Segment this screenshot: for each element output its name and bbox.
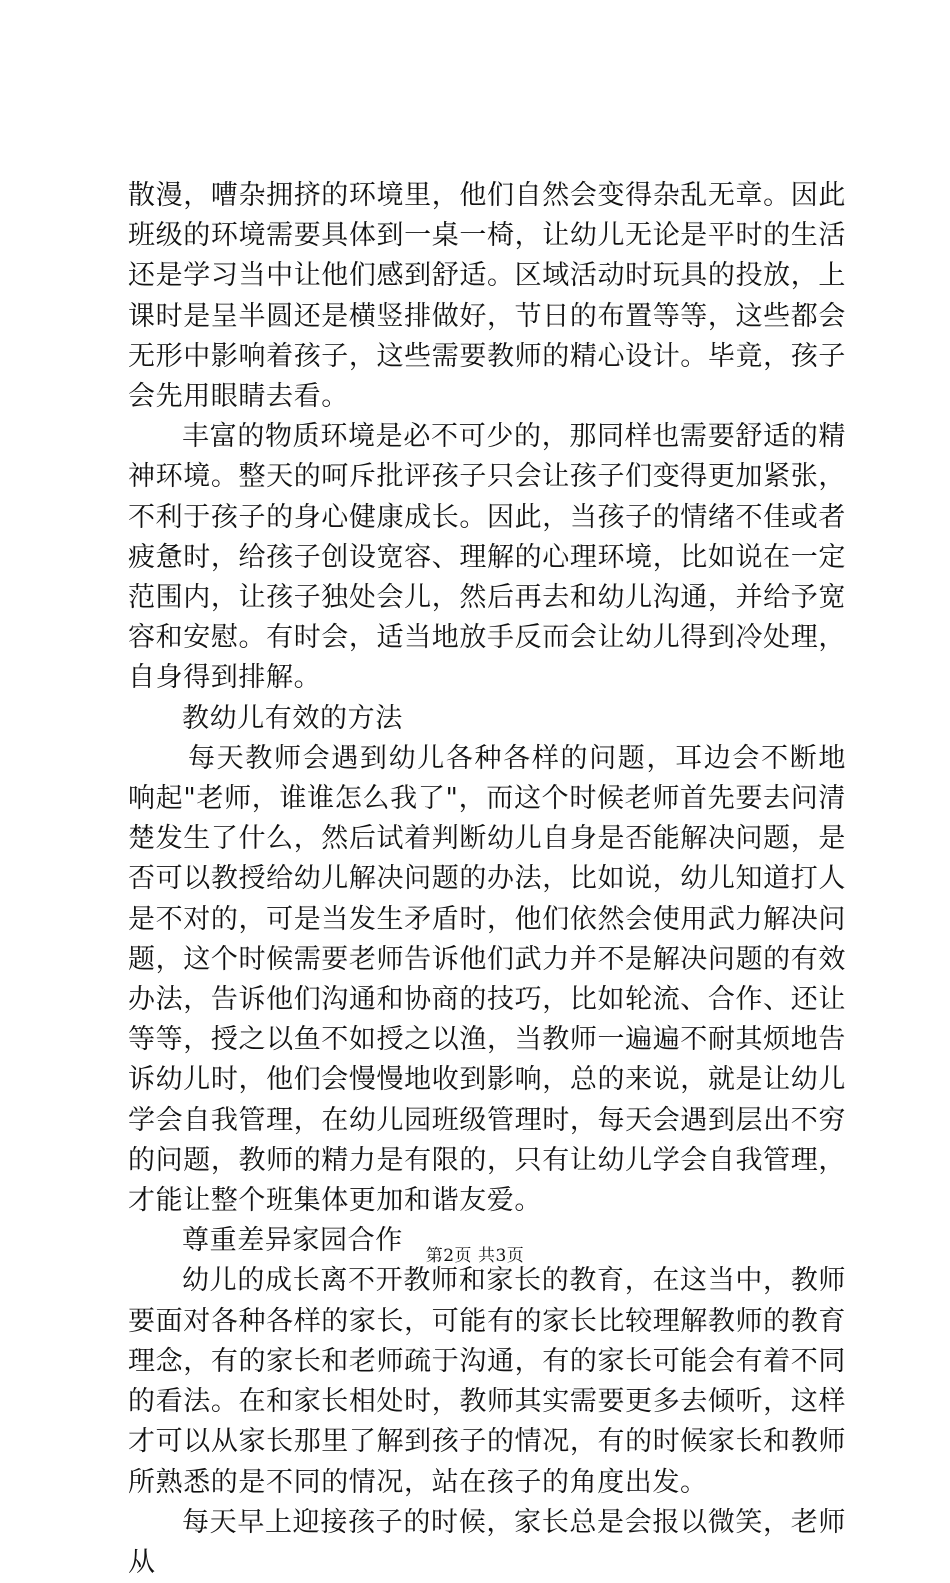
section-heading-cooperation: 尊重差异家园合作 (182, 1225, 403, 1257)
document-body (128, 176, 846, 1583)
body-paragraph-4: 幼儿的成长离不开教师和家长的教育，在这当中，教师要面对各种各样的家长，可能有的家长比较理解教师的教育理念，有的家长和老师疏于沟通，有的家长可能会有着不同的看法。在和家长相处时，教师其实需要更多去倾听，这样才可以从家长那里了解到孩子的情况，有的时候家长和教师所熟悉的是不同的情况，站在孩子的角度出发。 (128, 1265, 846, 1498)
body-paragraph-3: 每天教师会遇到幼儿各种各样的问题，耳边会不断地响起"老师，谁谁怎么我了"，而这个时候老师首先要去问清楚发生了什么，然后试着判断幼儿自身是否能解决问题，是否可以教授给幼儿解决问题的办法，比如说，幼儿知道打人是不对的，可是当发生矛盾时，他们依然会使用武力解决问题，这个时候需要老师告诉他们武力并不是解决问题的有效办法，告诉他们沟通和协商的技巧，比如轮流、合作、还让等等，授之以鱼不如授之以渔，当教师一遍遍不耐其烦地告诉幼儿时，他们会慢慢地收到影响，总的来说，就是让幼儿学会自我管理，在幼儿园班级管理时，每天会遇到层出不穷的问题，教师的精力是有限的，只有让幼儿学会自我管理，才能让整个班集体更加和谐友爱。 (128, 742, 846, 1217)
body-paragraph-2: 丰富的物质环境是必不可少的，那同样也需要舒适的精神环境。整天的呵斥批评孩子只会让孩子们变得更加紧张，不利于孩子的身心健康成长。因此，当孩子的情绪不佳或者疲惫时，给孩子创设宽容、理解的心理环境，比如说在一定范围内，让孩子独处会儿，然后再去和幼儿沟通，并给予宽容和安慰。有时会，适当地放手反而会让幼儿得到冷处理，自身得到排解。 (128, 421, 846, 694)
page-number-footer: 第2页 共3页 (425, 1246, 525, 1266)
body-paragraph-1: 散漫，嘈杂拥挤的环境里，他们自然会变得杂乱无章。因此班级的环境需要具体到一桌一椅，让幼儿无论是平时的生活还是学习当中让他们感到舒适。区域活动时玩具的投放，上课时是呈半圆还是横竖排做好，节日的布置等等，这些都会无形中影响着孩子，这些需要教师的精心设计。毕竟，孩子会先用眼睛去看。 (128, 180, 846, 413)
body-paragraph-5: 每天早上迎接孩子的时候，家长总是会报以微笑，老师从 (128, 1506, 846, 1578)
section-heading-methods: 教幼儿有效的方法 (182, 702, 403, 734)
